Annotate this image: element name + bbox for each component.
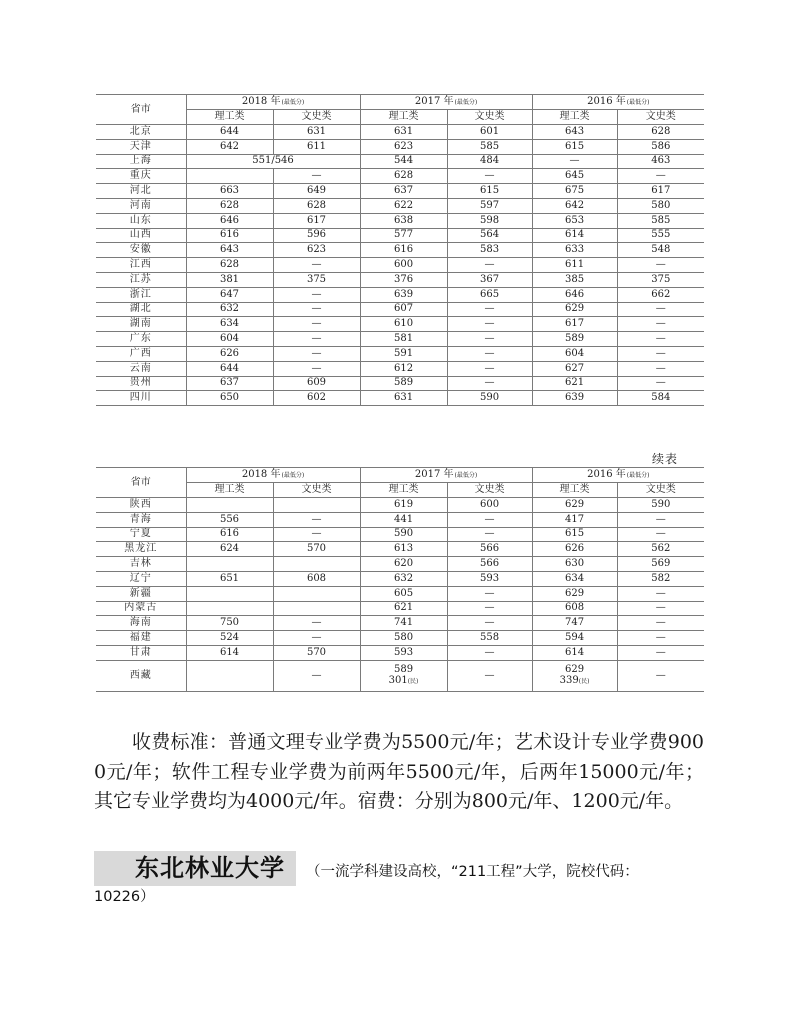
score-cell: 376 <box>360 272 447 287</box>
score-cell: 614 <box>532 228 617 243</box>
university-name: 东北林业大学 <box>135 854 285 882</box>
table-row <box>96 557 704 572</box>
score-cell: 617 <box>532 317 617 332</box>
score-cell: 646 <box>186 213 273 228</box>
score-cell: — <box>273 527 360 542</box>
score-cell <box>186 586 273 601</box>
score-cell: — <box>273 361 360 376</box>
province-cell: 辽宁 <box>96 571 186 586</box>
score-cell: 612 <box>360 361 447 376</box>
score-cell: 601 <box>447 125 532 140</box>
score-cell: 564 <box>447 228 532 243</box>
score-cell: — <box>273 287 360 302</box>
table-row <box>96 198 704 213</box>
score-cell: 596 <box>273 228 360 243</box>
province-cell: 海南 <box>96 616 186 631</box>
header-science: 理工类 <box>186 483 273 498</box>
score-cell: 602 <box>273 391 360 406</box>
score-cell: 628 <box>186 198 273 213</box>
score-cell: 555 <box>617 228 704 243</box>
table-row <box>96 287 704 302</box>
score-cell: 604 <box>186 332 273 347</box>
province-cell: 甘肃 <box>96 645 186 660</box>
score-cell: 385 <box>532 272 617 287</box>
province-cell: 广东 <box>96 332 186 347</box>
score-cell: 647 <box>186 287 273 302</box>
province-cell: 西藏 <box>96 660 186 691</box>
score-cell: — <box>273 332 360 347</box>
score-cell: — <box>447 645 532 660</box>
header-humanities: 文史类 <box>273 483 360 498</box>
score-cell: 375 <box>273 272 360 287</box>
score-cell: 615 <box>447 184 532 199</box>
table-row <box>96 542 704 557</box>
score-cell: — <box>273 258 360 273</box>
score-cell: 646 <box>532 287 617 302</box>
score-cell: 629 <box>532 302 617 317</box>
province-cell: 安徽 <box>96 243 186 258</box>
score-cell: 594 <box>532 631 617 646</box>
score-cell: 616 <box>186 228 273 243</box>
score-cell: — <box>617 512 704 527</box>
score-cell: 620 <box>360 557 447 572</box>
score-cell: — <box>447 376 532 391</box>
score-cell: 375 <box>617 272 704 287</box>
score-cell: 632 <box>360 571 447 586</box>
header-province: 省市 <box>96 468 186 498</box>
score-cell: 604 <box>532 346 617 361</box>
score-cell: 585 <box>447 139 532 154</box>
score-cell: — <box>447 660 532 691</box>
score-cell: — <box>273 169 360 184</box>
score-cell: 638 <box>360 213 447 228</box>
header-humanities: 文史类 <box>447 483 532 498</box>
score-cell: — <box>532 154 617 169</box>
score-cell: 628 <box>360 169 447 184</box>
score-cell: — <box>447 512 532 527</box>
score-cell: 750 <box>186 616 273 631</box>
score-cell <box>186 498 273 513</box>
score-cell: 600 <box>447 498 532 513</box>
table-row <box>96 213 704 228</box>
score-cell: — <box>273 616 360 631</box>
score-cell: — <box>617 601 704 616</box>
score-cell: — <box>447 616 532 631</box>
score-cell-two-line: 629 339(民) <box>532 660 617 691</box>
score-cell: 562 <box>617 542 704 557</box>
score-cell: 610 <box>360 317 447 332</box>
continued-table-label: 续表 <box>652 452 679 466</box>
score-cell-merged: 551/546 <box>186 154 360 169</box>
score-cell: — <box>617 660 704 691</box>
header-science: 理工类 <box>186 110 273 125</box>
province-cell: 湖北 <box>96 302 186 317</box>
province-cell: 天津 <box>96 139 186 154</box>
score-cell: — <box>273 302 360 317</box>
table-row <box>96 154 704 169</box>
score-cell: 623 <box>360 139 447 154</box>
table-row <box>96 169 704 184</box>
province-cell: 湖南 <box>96 317 186 332</box>
score-cell: 590 <box>360 527 447 542</box>
score-cell: 617 <box>273 213 360 228</box>
score-cell: 637 <box>186 376 273 391</box>
score-cell: 558 <box>447 631 532 646</box>
score-cell: — <box>447 361 532 376</box>
score-cell: — <box>617 317 704 332</box>
score-cell: 630 <box>532 557 617 572</box>
university-description: （一流学科建设高校，“211工程”大学，院校代码： <box>306 864 639 880</box>
score-cell: — <box>273 317 360 332</box>
header-science: 理工类 <box>360 483 447 498</box>
score-cell: 441 <box>360 512 447 527</box>
score-cell: 584 <box>617 391 704 406</box>
table-row <box>96 631 704 646</box>
province-cell: 江西 <box>96 258 186 273</box>
score-cell: 632 <box>186 302 273 317</box>
score-cell: 463 <box>617 154 704 169</box>
province-cell: 山西 <box>96 228 186 243</box>
score-cell: — <box>447 302 532 317</box>
table-row <box>96 302 704 317</box>
score-cell: — <box>617 361 704 376</box>
score-cell <box>186 660 273 691</box>
score-cell: — <box>447 586 532 601</box>
score-cell: 650 <box>186 391 273 406</box>
header-humanities: 文史类 <box>617 483 704 498</box>
province-cell: 河北 <box>96 184 186 199</box>
score-cell: 566 <box>447 557 532 572</box>
score-cell: 580 <box>360 631 447 646</box>
table-row <box>96 228 704 243</box>
header-humanities: 文史类 <box>273 110 360 125</box>
score-cell: 597 <box>447 198 532 213</box>
score-cell: 570 <box>273 542 360 557</box>
province-cell: 福建 <box>96 631 186 646</box>
table-row <box>96 391 704 406</box>
score-cell: — <box>447 601 532 616</box>
score-cell: — <box>447 346 532 361</box>
score-cell: 645 <box>532 169 617 184</box>
score-cell <box>186 601 273 616</box>
score-cell: 663 <box>186 184 273 199</box>
score-cell: 616 <box>360 243 447 258</box>
score-cell: — <box>617 258 704 273</box>
score-cell: 605 <box>360 586 447 601</box>
score-cell-two-line: 589 301(民) <box>360 660 447 691</box>
province-cell: 河南 <box>96 198 186 213</box>
score-cell: 615 <box>532 139 617 154</box>
score-cell: — <box>617 302 704 317</box>
score-cell: 622 <box>360 198 447 213</box>
header-science: 理工类 <box>532 483 617 498</box>
score-cell: 634 <box>532 571 617 586</box>
province-cell: 云南 <box>96 361 186 376</box>
score-cell: 637 <box>360 184 447 199</box>
score-cell: 589 <box>360 376 447 391</box>
header-year-2017: 2017 年(最低分) <box>360 95 532 110</box>
admission-score-table-2 <box>96 467 704 692</box>
table-row <box>96 616 704 631</box>
score-cell: 747 <box>532 616 617 631</box>
score-cell: 566 <box>447 542 532 557</box>
score-cell: 631 <box>360 125 447 140</box>
table-row <box>96 571 704 586</box>
score-cell: 593 <box>447 571 532 586</box>
table-row <box>96 527 704 542</box>
province-cell: 黑龙江 <box>96 542 186 557</box>
province-cell: 四川 <box>96 391 186 406</box>
table-row <box>96 332 704 347</box>
score-cell <box>186 557 273 572</box>
score-cell: 741 <box>360 616 447 631</box>
table-row <box>96 498 704 513</box>
score-cell <box>273 498 360 513</box>
score-cell: 643 <box>186 243 273 258</box>
score-cell: — <box>617 586 704 601</box>
header-year-2016: 2016 年(最低分) <box>532 95 704 110</box>
table-row <box>96 346 704 361</box>
score-cell: 621 <box>532 376 617 391</box>
score-cell: 586 <box>617 139 704 154</box>
score-cell: — <box>447 527 532 542</box>
province-cell: 广西 <box>96 346 186 361</box>
province-cell: 青海 <box>96 512 186 527</box>
header-year-2018: 2018 年(最低分) <box>186 95 360 110</box>
score-cell: 653 <box>532 213 617 228</box>
province-cell: 贵州 <box>96 376 186 391</box>
score-cell: 548 <box>617 243 704 258</box>
score-cell: 593 <box>360 645 447 660</box>
score-cell: 484 <box>447 154 532 169</box>
score-cell: — <box>447 258 532 273</box>
score-cell: — <box>617 169 704 184</box>
header-province: 省市 <box>96 95 186 125</box>
score-cell: 627 <box>532 361 617 376</box>
score-cell: 590 <box>617 498 704 513</box>
score-cell: 590 <box>447 391 532 406</box>
score-cell: 634 <box>186 317 273 332</box>
score-cell: 675 <box>532 184 617 199</box>
score-cell: 367 <box>447 272 532 287</box>
table-row <box>96 184 704 199</box>
table-row <box>96 139 704 154</box>
score-cell: 628 <box>273 198 360 213</box>
score-cell: 583 <box>447 243 532 258</box>
province-cell: 内蒙古 <box>96 601 186 616</box>
province-cell: 宁夏 <box>96 527 186 542</box>
table-row <box>96 258 704 273</box>
fee-standard-paragraph: 收费标准：普通文理专业学费为5500元/年；艺术设计专业学费9000元/年；软件工程专业学费为前两年5500元/年，后两年15000元/年；其它专业学费均为4000元/年。宿费：分别为800元/年、1200元/年。 <box>94 731 704 812</box>
province-cell: 山东 <box>96 213 186 228</box>
table-row <box>96 243 704 258</box>
score-cell: 642 <box>186 139 273 154</box>
table-row <box>96 601 704 616</box>
score-cell: — <box>617 332 704 347</box>
score-cell: 607 <box>360 302 447 317</box>
university-code: 10226） <box>94 889 155 905</box>
score-cell: 633 <box>532 243 617 258</box>
score-cell: — <box>617 527 704 542</box>
score-cell: 611 <box>273 139 360 154</box>
score-cell: 626 <box>186 346 273 361</box>
score-cell: 556 <box>186 512 273 527</box>
score-cell: 628 <box>617 125 704 140</box>
score-cell: 600 <box>360 258 447 273</box>
score-cell: — <box>617 645 704 660</box>
header-science: 理工类 <box>360 110 447 125</box>
province-cell: 陕西 <box>96 498 186 513</box>
score-cell: 614 <box>532 645 617 660</box>
table-row <box>96 361 704 376</box>
score-cell: — <box>617 376 704 391</box>
score-cell <box>273 586 360 601</box>
header-humanities: 文史类 <box>617 110 704 125</box>
score-cell: 417 <box>532 512 617 527</box>
score-cell: 649 <box>273 184 360 199</box>
table-row <box>96 125 704 140</box>
header-humanities: 文史类 <box>447 110 532 125</box>
score-cell: 580 <box>617 198 704 213</box>
score-cell: 613 <box>360 542 447 557</box>
table-row <box>96 317 704 332</box>
score-cell: — <box>447 332 532 347</box>
score-cell: 624 <box>186 542 273 557</box>
score-cell: 639 <box>360 287 447 302</box>
score-cell: — <box>273 631 360 646</box>
header-year-2017: 2017 年(最低分) <box>360 468 532 483</box>
score-cell: 665 <box>447 287 532 302</box>
score-cell: 643 <box>532 125 617 140</box>
table-row <box>96 376 704 391</box>
score-cell: 585 <box>617 213 704 228</box>
score-cell: 651 <box>186 571 273 586</box>
score-cell: 381 <box>186 272 273 287</box>
score-cell: 589 <box>532 332 617 347</box>
score-cell: 662 <box>617 287 704 302</box>
table-row <box>96 586 704 601</box>
score-cell: — <box>617 346 704 361</box>
score-cell: — <box>617 616 704 631</box>
province-cell: 北京 <box>96 125 186 140</box>
province-cell: 吉林 <box>96 557 186 572</box>
score-cell: — <box>617 631 704 646</box>
score-cell: 626 <box>532 542 617 557</box>
header-year-2018: 2018 年(最低分) <box>186 468 360 483</box>
table-row <box>96 512 704 527</box>
score-cell: 611 <box>532 258 617 273</box>
score-cell: 621 <box>360 601 447 616</box>
score-cell: 581 <box>360 332 447 347</box>
score-cell: 544 <box>360 154 447 169</box>
score-cell: 617 <box>617 184 704 199</box>
score-cell: 629 <box>532 586 617 601</box>
score-cell: — <box>447 169 532 184</box>
score-cell: 569 <box>617 557 704 572</box>
score-cell: 570 <box>273 645 360 660</box>
score-cell: 629 <box>532 498 617 513</box>
table-row <box>96 272 704 287</box>
score-cell: 615 <box>532 527 617 542</box>
score-cell: 644 <box>186 361 273 376</box>
score-cell: 524 <box>186 631 273 646</box>
score-cell: 609 <box>273 376 360 391</box>
score-cell: 608 <box>273 571 360 586</box>
score-cell: — <box>273 660 360 691</box>
score-cell: — <box>273 346 360 361</box>
province-cell: 新疆 <box>96 586 186 601</box>
score-cell: 614 <box>186 645 273 660</box>
score-cell: 619 <box>360 498 447 513</box>
score-cell: 577 <box>360 228 447 243</box>
province-cell: 重庆 <box>96 169 186 184</box>
province-cell: 江苏 <box>96 272 186 287</box>
score-cell: 644 <box>186 125 273 140</box>
score-cell: 639 <box>532 391 617 406</box>
score-cell: 608 <box>532 601 617 616</box>
score-cell: — <box>273 512 360 527</box>
score-cell <box>273 557 360 572</box>
score-cell: 628 <box>186 258 273 273</box>
score-cell: 591 <box>360 346 447 361</box>
province-cell: 上海 <box>96 154 186 169</box>
score-cell: 623 <box>273 243 360 258</box>
score-cell: 631 <box>273 125 360 140</box>
score-cell: 616 <box>186 527 273 542</box>
header-year-2016: 2016 年(最低分) <box>532 468 704 483</box>
score-cell: — <box>447 317 532 332</box>
table-row-tibet <box>96 660 704 691</box>
score-cell: 598 <box>447 213 532 228</box>
score-cell: 642 <box>532 198 617 213</box>
admission-score-table-1 <box>96 94 704 406</box>
score-cell <box>273 601 360 616</box>
score-cell: 631 <box>360 391 447 406</box>
header-science: 理工类 <box>532 110 617 125</box>
province-cell: 浙江 <box>96 287 186 302</box>
score-cell <box>186 169 273 184</box>
table-row <box>96 645 704 660</box>
score-cell: 582 <box>617 571 704 586</box>
